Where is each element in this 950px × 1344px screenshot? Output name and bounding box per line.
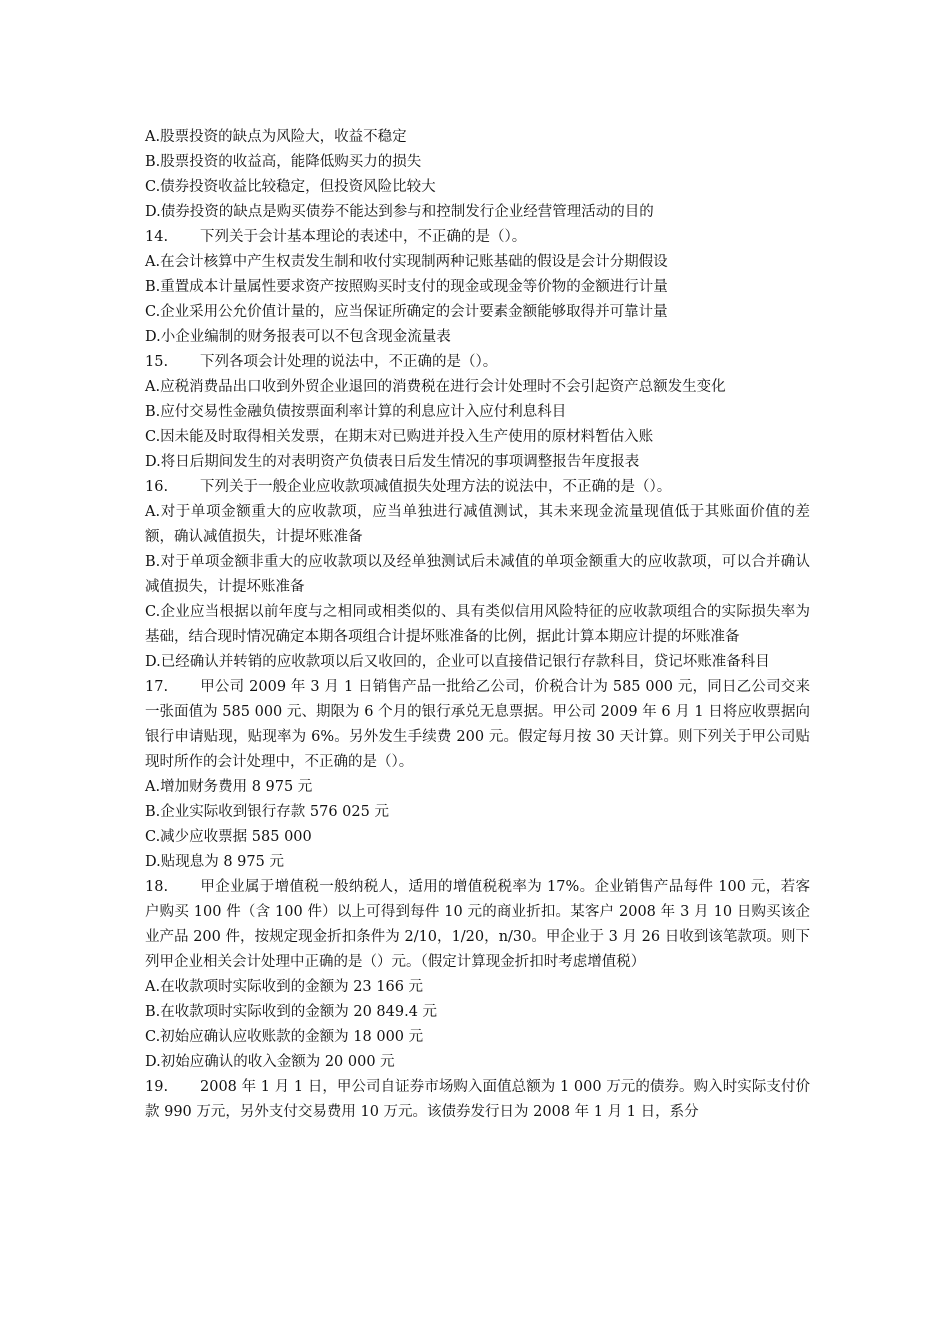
question-stem: 下列各项会计处理的说法中，不正确的是（）。 bbox=[200, 354, 498, 370]
question-16 bbox=[145, 475, 810, 500]
option-c: C.企业采用公允价值计量的，应当保证所确定的会计要素金额能够取得并可靠计量 bbox=[145, 304, 668, 320]
option-b: B.在收款项时实际收到的金额为 20 849.4 元 bbox=[145, 1004, 438, 1020]
option-d: D.债券投资的缺点是购买债券不能达到参与和控制发行企业经营管理活动的目的 bbox=[145, 204, 654, 220]
document-page bbox=[145, 125, 810, 1125]
option-b: B.重置成本计量属性要求资产按照购买时支付的现金或现金等价物的金额进行计量 bbox=[145, 279, 668, 295]
option-b: B.对于单项金额非重大的应收款项以及经单独测试后未减值的单项金额重大的应收款项，可以合并确认减值损失，计提坏账准备 bbox=[145, 554, 810, 595]
question-number: 16. bbox=[145, 479, 169, 495]
question-number: 19. bbox=[145, 1079, 169, 1095]
option-c: C.因未能及时取得相关发票，在期末对已购进并投入生产使用的原材料暂估入账 bbox=[145, 429, 654, 445]
option-a: A.对于单项金额重大的应收款项，应当单独进行减值测试，其未来现金流量现值低于其账面价值的差额，确认减值损失，计提坏账准备 bbox=[145, 504, 810, 545]
question-stem: 2008 年 1 月 1 日，甲公司自证券市场购入面值总额为 1 000 万元的债券。购入时实际支付价款 990 万元，另外支付交易费用 10 万元。该债券发行日为 2008 年 1 月 1 日，系分 bbox=[145, 1079, 810, 1120]
option-a: A.在收款项时实际收到的金额为 23 166 元 bbox=[145, 979, 424, 995]
option-d: D.贴现息为 8 975 元 bbox=[145, 854, 284, 870]
question-18 bbox=[145, 875, 810, 975]
question-number: 14. bbox=[145, 229, 169, 245]
question-number: 17. bbox=[145, 679, 169, 695]
option-b: B.股票投资的收益高，能降低购买力的损失 bbox=[145, 154, 422, 170]
question-number: 18. bbox=[145, 879, 169, 895]
question-number: 15. bbox=[145, 354, 169, 370]
option-c: C.企业应当根据以前年度与之相同或相类似的、具有类似信用风险特征的应收款项组合的实际损失率为基础，结合现时情况确定本期各项组合计提坏账准备的比例，据此计算本期应计提的坏账准备 bbox=[145, 604, 810, 645]
question-15 bbox=[145, 350, 810, 375]
option-b: B.应付交易性金融负债按票面利率计算的利息应计入应付利息科目 bbox=[145, 404, 567, 420]
option-c: C.减少应收票据 585 000 bbox=[145, 829, 312, 845]
question-stem: 下列关于会计基本理论的表述中，不正确的是（）。 bbox=[200, 229, 527, 245]
option-a: A.应税消费品出口收到外贸企业退回的消费税在进行会计处理时不会引起资产总额发生变化 bbox=[145, 379, 726, 395]
option-a: A.股票投资的缺点为风险大，收益不稳定 bbox=[145, 129, 407, 145]
option-d: D.已经确认并转销的应收款项以后又收回的，企业可以直接借记银行存款科目，贷记坏账准备科目 bbox=[145, 654, 770, 670]
option-a: A.增加财务费用 8 975 元 bbox=[145, 779, 313, 795]
question-17 bbox=[145, 675, 810, 775]
option-d: D.将日后期间发生的对表明资产负债表日后发生情况的事项调整报告年度报表 bbox=[145, 454, 640, 470]
option-d: D.初始应确认的收入金额为 20 000 元 bbox=[145, 1054, 395, 1070]
question-stem: 甲企业属于增值税一般纳税人，适用的增值税税率为 17%。企业销售产品每件 100 元，若客户购买 100 件（含 100 件）以上可得到每件 10 元的商业折扣。某客户 2008 年 3 月 10 日购买该企业产品 200 件，按规定现金折扣条件为 2/10，1/20，n/30。甲企业于 3 月 26 日收到该笔款项。则下列甲企业相关会计处理中正确的是（）元。（假定计算现金折扣时考虑增值税） bbox=[145, 879, 810, 970]
option-c: C.初始应确认应收账款的金额为 18 000 元 bbox=[145, 1029, 424, 1045]
option-c: C.债券投资收益比较稳定，但投资风险比较大 bbox=[145, 179, 436, 195]
option-a: A.在会计核算中产生权责发生制和收付实现制两种记账基础的假设是会计分期假设 bbox=[145, 254, 668, 270]
question-stem: 甲公司 2009 年 3 月 1 日销售产品一批给乙公司，价税合计为 585 000 元，同日乙公司交来一张面值为 585 000 元、期限为 6 个月的银行承兑无息票据。甲公司 2009 年 6 月 1 日将应收票据向银行申请贴现，贴现率为 6%。另外发生手续费 200 元。假定每月按 30 天计算。则下列关于甲公司贴现时所作的会计处理中，不正确的是（）。 bbox=[145, 679, 810, 770]
option-d: D.小企业编制的财务报表可以不包含现金流量表 bbox=[145, 329, 451, 345]
question-stem: 下列关于一般企业应收款项减值损失处理方法的说法中，不正确的是（）。 bbox=[200, 479, 672, 495]
question-14 bbox=[145, 225, 810, 250]
option-b: B.企业实际收到银行存款 576 025 元 bbox=[145, 804, 389, 820]
question-19 bbox=[145, 1075, 810, 1125]
